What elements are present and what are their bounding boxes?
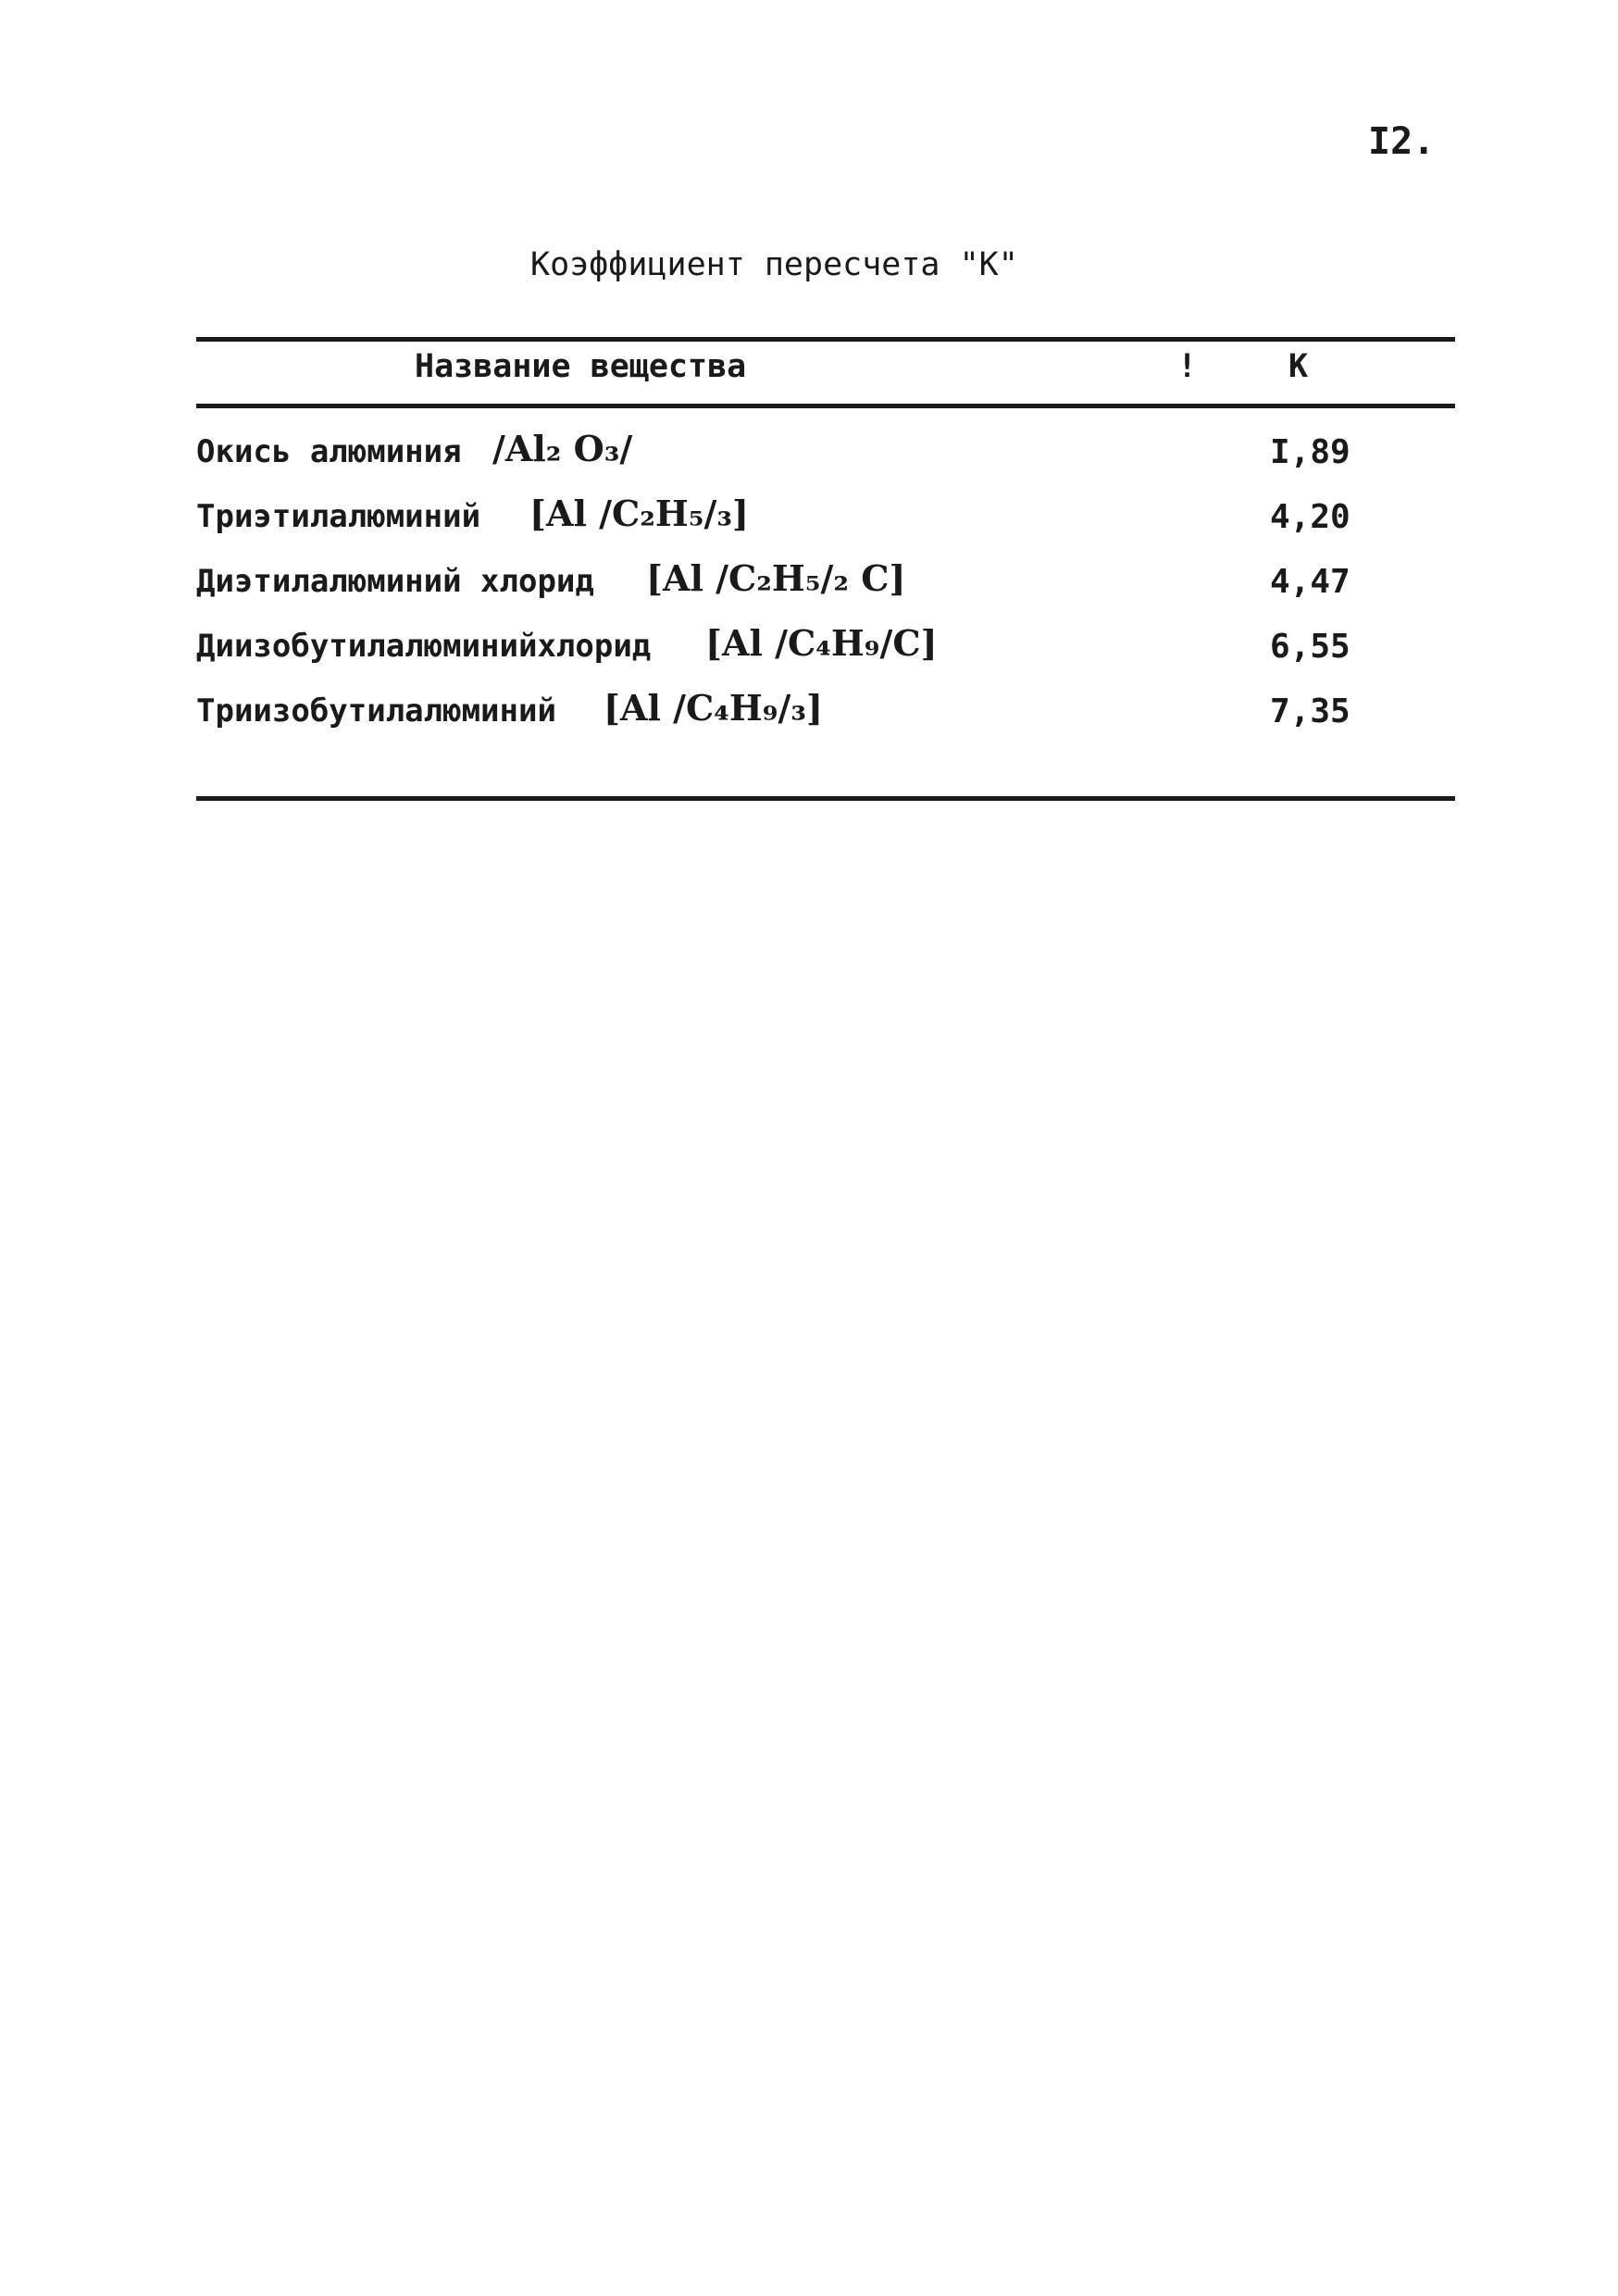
table-top-rule	[196, 337, 1455, 342]
page-number: I2.	[1368, 120, 1436, 163]
table-row	[196, 428, 1381, 489]
row-k-value: 7,35	[1270, 693, 1350, 730]
table-title: Коэффициент пересчета "К"	[530, 246, 1018, 283]
row-name: Диэтилалюминий хлорид	[196, 563, 594, 600]
table-row	[196, 493, 1381, 554]
row-formula: [Al /C₂H₅/₃]	[529, 493, 749, 534]
row-k-value: I,89	[1270, 433, 1350, 471]
table-row	[196, 622, 1381, 683]
row-formula: [Al /C₂H₅/₂ C]	[646, 557, 906, 599]
row-name: Диизобутилалюминийхлорид	[196, 628, 652, 665]
row-name: Триизобутилалюминий	[196, 693, 556, 730]
row-k-value: 4,47	[1270, 563, 1350, 601]
table-header-rule	[196, 404, 1455, 408]
table-row	[196, 687, 1381, 748]
row-name: Триэтилалюминий	[196, 498, 481, 535]
header-name: Название вещества	[415, 348, 747, 385]
row-formula: [Al /C₄H₉/C]	[705, 622, 938, 664]
row-formula: [Al /C₄H₉/₃]	[604, 687, 823, 729]
header-k: К	[1288, 348, 1309, 385]
row-name: Окись алюминия	[196, 433, 462, 470]
row-k-value: 6,55	[1270, 628, 1350, 666]
table-bottom-rule	[196, 796, 1455, 801]
row-formula: /Al₂ O₃/	[492, 428, 633, 469]
row-k-value: 4,20	[1270, 498, 1350, 536]
header-separator: !	[1177, 348, 1198, 385]
table-row	[196, 557, 1381, 618]
